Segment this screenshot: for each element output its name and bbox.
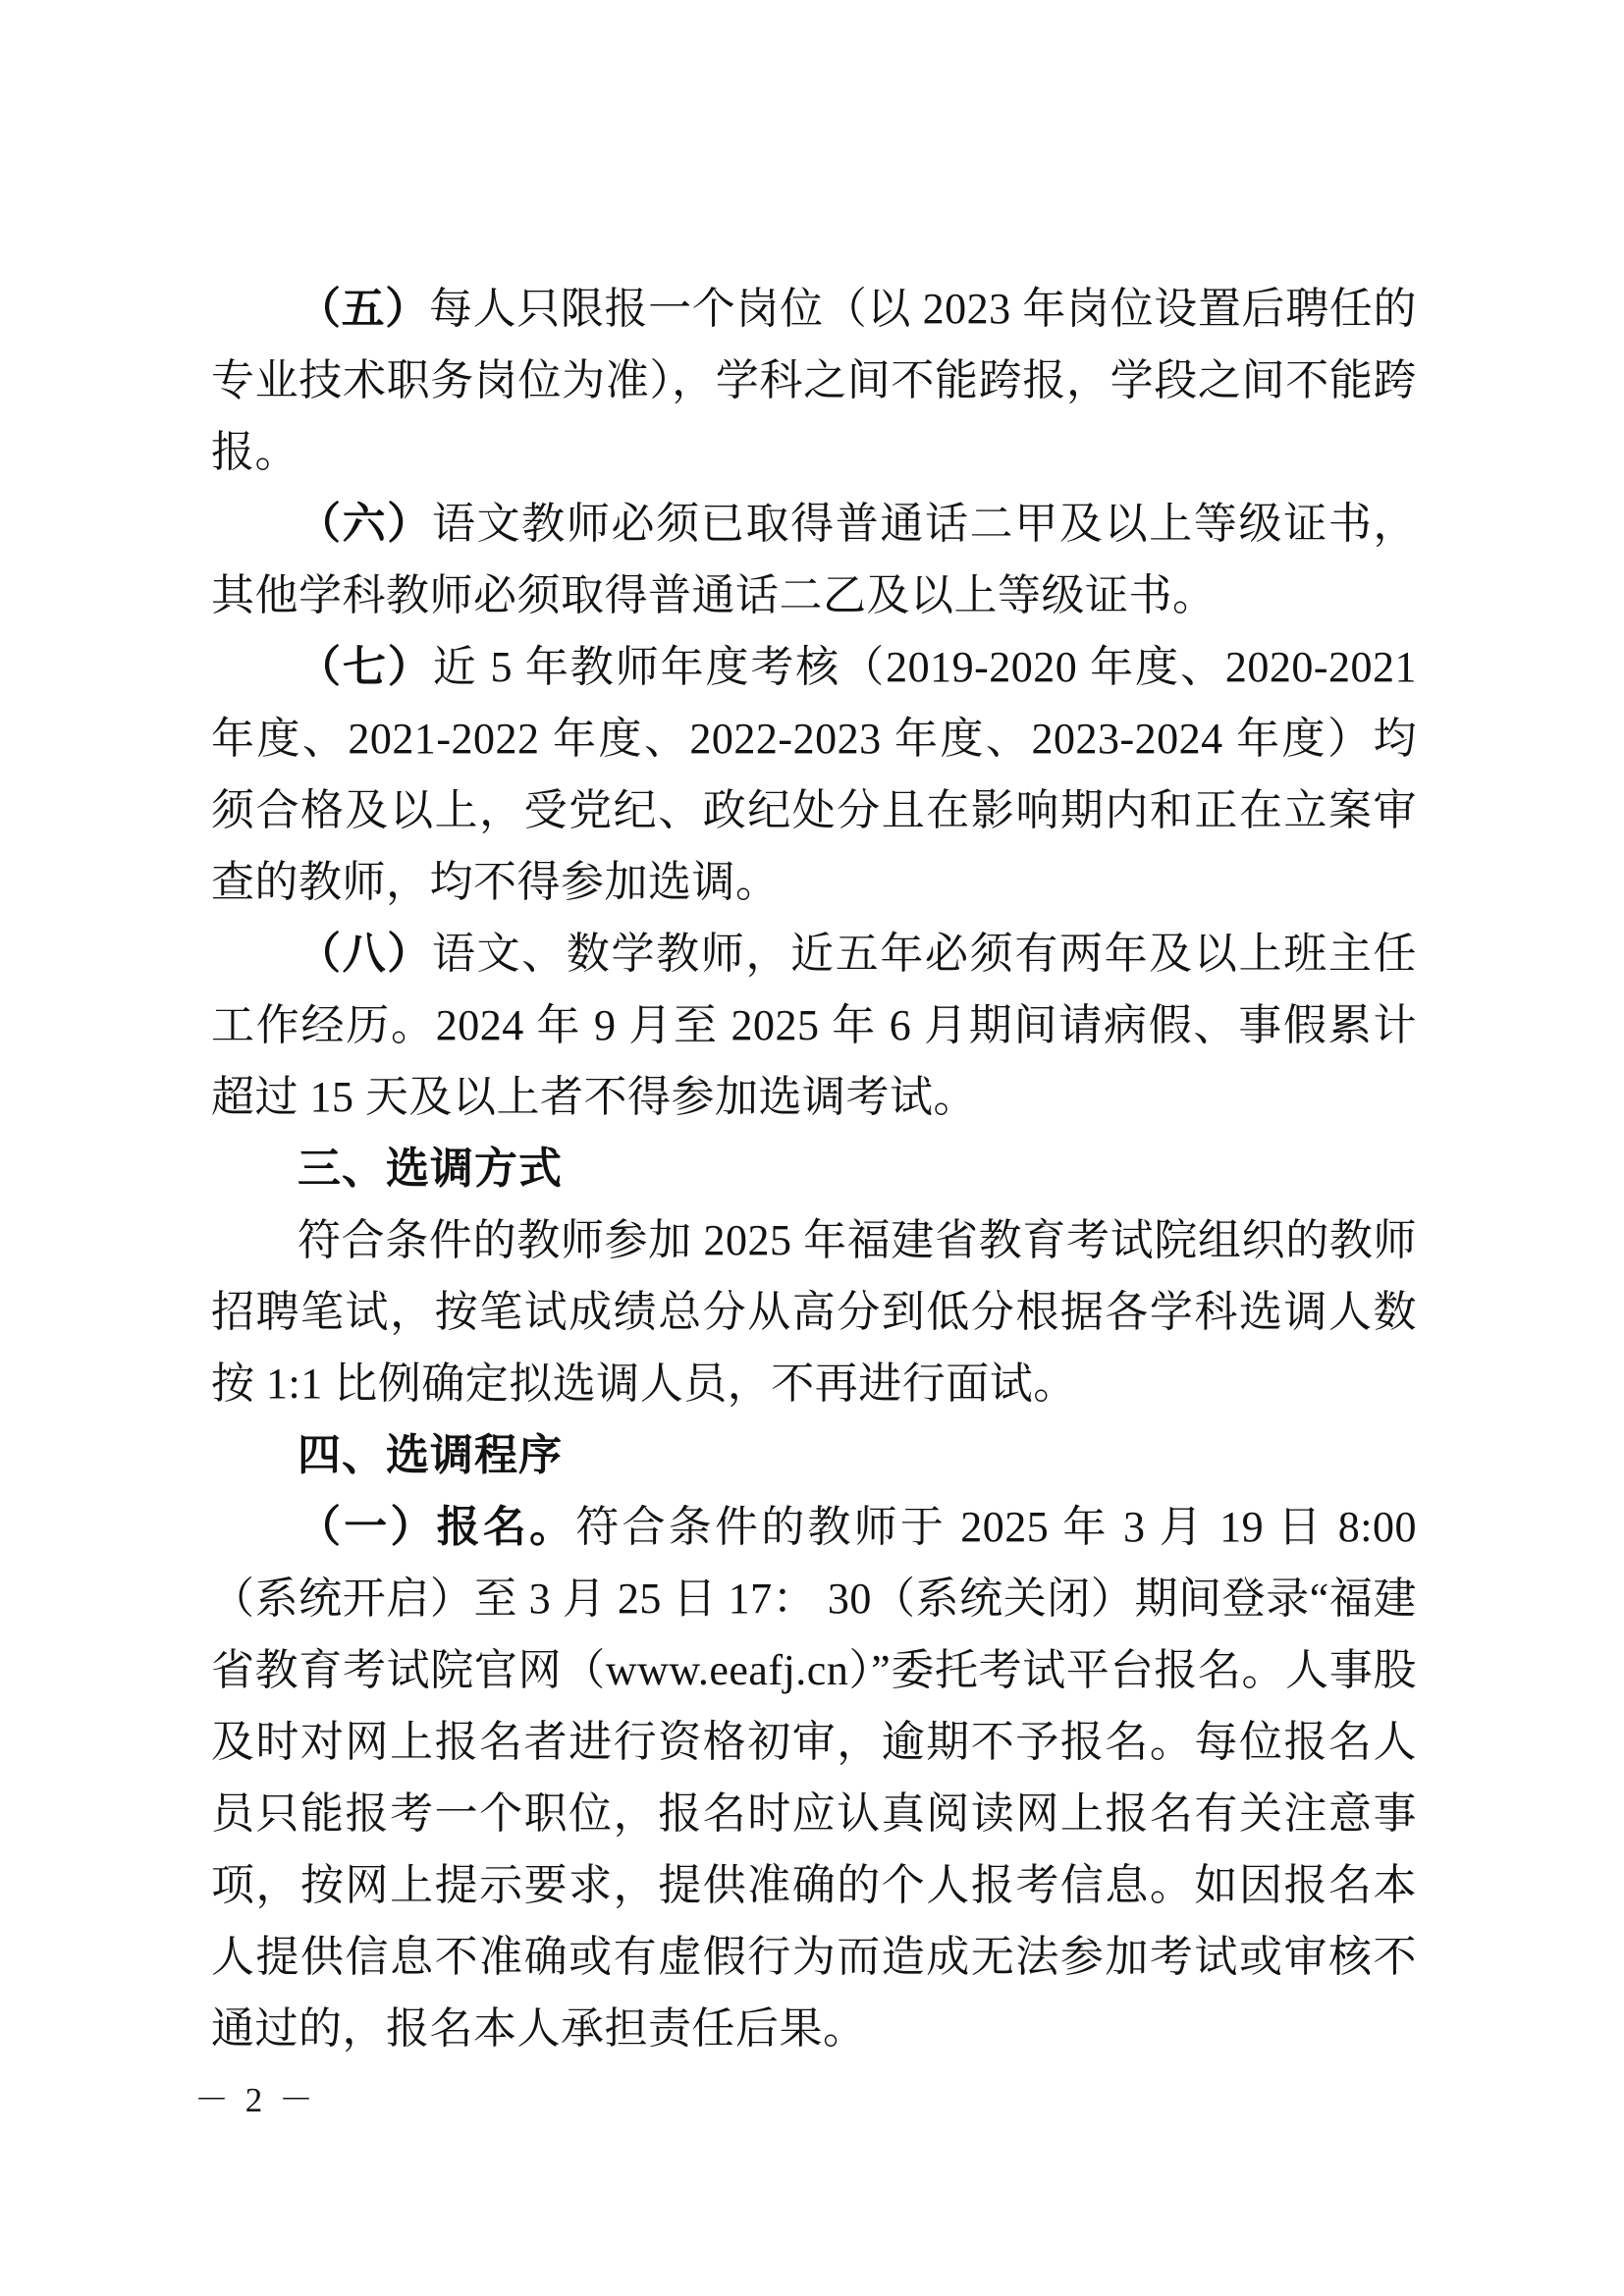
section-3-body-text: 符合条件的教师参加 2025 年福建省教育考试院组织的教师招聘笔试，按笔试成绩总分从高分到低分根据各学科选调人数按 1:1 比例确定拟选调人员，不再进行面试。	[211, 1216, 1417, 1408]
clause-5-number: （五）	[298, 285, 429, 333]
clause-7-number: （七）	[298, 643, 433, 691]
registration-lead: （一）报名。	[298, 1503, 576, 1551]
clause-8-paragraph	[211, 918, 1417, 1133]
registration-text: 符合条件的教师于 2025 年 3 月 19 日 8:00（系统开启）至 3 月 25 日 17： 30（系统关闭）期间登录“福建省教育考试院官网（www.eeafj.cn）”委托考试平台报名。人事股及时对网上报名者进行资格初审，逾期不予报名。每位报名人员只能报考一个职位，报名时应认真阅读网上报名有关注意事项，按网上提示要求，提供准确的个人报考信息。如因报名本人提供信息不准确或有虚假行为而造成无法参加考试或审核不通过的，报名本人承担责任后果。	[211, 1503, 1418, 2053]
page-number: － 2 －	[194, 2081, 318, 2119]
clause-5-paragraph	[211, 273, 1417, 488]
clause-6-number: （六）	[298, 500, 432, 548]
registration-paragraph	[211, 1491, 1417, 2064]
clause-7-paragraph	[211, 631, 1417, 918]
section-3-body-paragraph	[211, 1204, 1417, 1419]
document-body	[211, 273, 1417, 2064]
clause-7-text: 近 5 年教师年度考核（2019-2020 年度、2020-2021 年度、2021-2022 年度、2022-2023 年度、2023-2024 年度）均须合格及以上，受党纪、政纪处分且在影响期内和正在立案审查的教师，均不得参加选调。	[211, 643, 1417, 906]
clause-5-text: 每人只限报一个岗位（以 2023 年岗位设置后聘任的专业技术职务岗位为准），学科之间不能跨报，学段之间不能跨报。	[211, 285, 1417, 476]
section-3-heading: 三、选调方式	[298, 1145, 563, 1193]
clause-6-paragraph	[211, 488, 1417, 631]
clause-6-text: 语文教师必须已取得普通话二甲及以上等级证书，其他学科教师必须取得普通话二乙及以上等级证书。	[211, 500, 1417, 619]
section-4-heading: 四、选调程序	[298, 1431, 563, 1479]
clause-8-number: （八）	[298, 930, 432, 978]
clause-8-text: 语文、数学教师，近五年必须有两年及以上班主任工作经历。2024 年 9 月至 2025 年 6 月期间请病假、事假累计超过 15 天及以上者不得参加选调考试。	[211, 930, 1417, 1121]
